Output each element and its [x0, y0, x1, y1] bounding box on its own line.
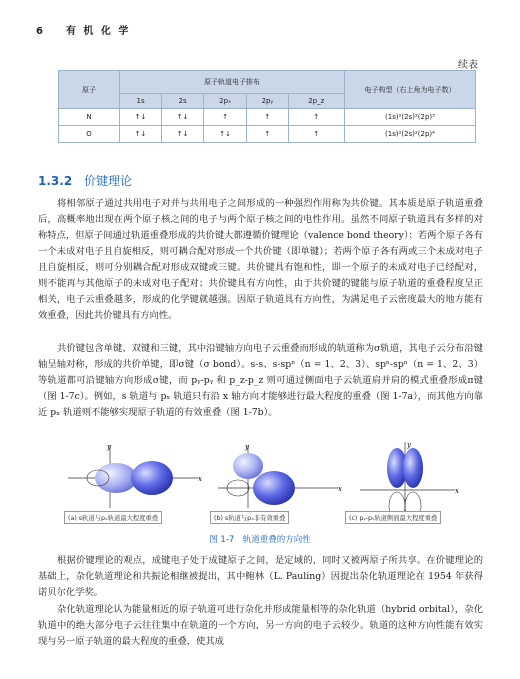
- panel-c-label: (c) pᵧ-pᵧ轨道侧面最大程度重叠: [345, 511, 441, 524]
- section-title: 价键理论: [84, 174, 133, 188]
- paragraph: 共价键包含单键、双键和三键，其中沿键轴方向电子云重叠而形成的轨道称为σ轨道，其电子云分布沿键轴呈轴对称，形成的共价单键，即σ键（σ bond）。s-s、s-spⁿ（n = 1、2、3）、spⁿ-spⁿ（n = 1、2、3）等轨道都可沿键轴方向形成σ键，而 pᵧ-pᵧ 和 p_z-p_z 则可通过侧面电子云轨道肩并肩的模式重叠形成π键（图 1-7c）。例如，s 轨道与 pₓ 轨道只有沿 x 轴方向才能够进行最大程度的重叠（图 1-7a），而其他方向靠近 pₓ 轨道则不能够实现原子轨道的有效重叠（图 1-7b）。: [38, 343, 483, 418]
- orbital-cell: ↑↓: [204, 126, 247, 143]
- orbital-cell: ↑: [288, 126, 344, 143]
- orbital-cell: ↑: [247, 109, 288, 126]
- book-title: 有 机 化 学: [65, 26, 131, 37]
- orbital-cell: ↑: [204, 109, 247, 126]
- section-heading: [38, 172, 132, 189]
- table-row: [59, 126, 476, 143]
- orbital-header: 2pᵧ: [247, 94, 288, 109]
- page-header: [36, 22, 130, 37]
- orbital-header: 1s: [120, 94, 162, 109]
- axis-x-label: x: [198, 475, 202, 483]
- config-cell: (1s)²(2s)²(2p)³: [345, 109, 476, 126]
- orbital-cell: ↑↓: [162, 126, 204, 143]
- panel-b-diagram: [218, 443, 342, 508]
- orbital-diagram: [60, 440, 480, 540]
- orbital-overlap-figure: [60, 440, 480, 540]
- orbital-header: 2s: [162, 94, 204, 109]
- paragraph: 杂化轨道理论认为能量相近的原子轨道可进行杂化并形成能量相等的杂化轨道（hybrid orbital），杂化轨道中的绝大部分电子云往往集中在轨道的一个方向，另一方向的电子云较少。轨道的这种方向性能有效实现与另一原子轨道的最大程度的重叠，使其成: [38, 604, 483, 647]
- s-orbital: [95, 463, 137, 493]
- orbital-cell: ↑↓: [120, 109, 162, 126]
- axis-y-label: y: [245, 443, 249, 451]
- py-lobe: [403, 448, 423, 488]
- table-continued-label: 续表: [458, 60, 478, 71]
- col-config-note: 电子构型（右上角为电子数）: [345, 71, 476, 109]
- px-lobe: [253, 471, 295, 505]
- orbital-cell: ↑: [247, 126, 288, 143]
- atom-cell: O: [59, 126, 120, 143]
- atom-cell: N: [59, 109, 120, 126]
- section-number: 1.3.2: [38, 174, 73, 188]
- figure-caption: 图 1-7 轨道重叠的方向性: [209, 535, 311, 545]
- panel-c-diagram: [360, 441, 459, 520]
- orbital-cell: ↑↓: [162, 109, 204, 126]
- orbital-header: 2pₓ: [204, 94, 247, 109]
- table-row: [59, 109, 476, 126]
- paragraph: 将相邻原子通过共用电子对并与共用电子之间形成的一种强烈作用称为共价键。其本质是原子轨道重叠后，高概率地出现在两个原子核之间的电子与两个原子核之间的电性作用。虽然不同原子轨道具有多样的对称特点，但原子间通过轨道重叠形成的共价键大都遵循价键理论（valence bond theory）：若两个原子各有一个未成对电子且自旋相反，则可耦合配对形成一个共价键（即单键）；若两个原子各有两或三个未成对电子且自旋相反，则可分别耦合配对形成双键或三键。共价键具有饱和性，即一个原子的未成对电子已经配对，则不能再与其他原子的未成对电子配对；共价键具有方向性，由于共价键的键能与原子轨道的重叠程度呈正相关，电子云重叠越多，形成的化学键就越强。因原子轨道具有方向性，为满足电子云密度最大的地方能有效重叠，因此共价键具有方向性。: [38, 198, 483, 321]
- page-number: 6: [36, 26, 45, 37]
- axis-x-label: x: [338, 485, 342, 493]
- panel-a-label: (a) s轨道与pₓ轨道最大程度重叠: [64, 511, 162, 524]
- col-atom: 原子: [59, 71, 120, 109]
- config-cell: (1s)²(2s)²(2p)⁴: [345, 126, 476, 143]
- s-orbital: [233, 453, 263, 479]
- orbital-cell: ↑: [288, 109, 344, 126]
- panel-a-diagram: [68, 443, 202, 508]
- orbital-table: [58, 70, 476, 143]
- orbital-cell: ↑↓: [120, 126, 162, 143]
- col-config-group: 原子轨道电子排布: [120, 71, 345, 94]
- panel-b-label: (b) s轨道与pₓ非有效重叠: [210, 511, 289, 524]
- px-lobe: [131, 461, 173, 495]
- orbital-header: 2p_z: [288, 94, 344, 109]
- axis-x-label: x: [455, 487, 459, 495]
- paragraph: 根据价键理论的观点，成键电子处于成键原子之间，是定域的，同时又被两原子所共享。在价键理论的基础上，杂化轨道理论和共振论相继被提出，其中鲍林（L. Pauling）因提出杂化轨道理论在 1954 年获得诺贝尔化学奖。: [38, 555, 483, 598]
- axis-y-label: y: [107, 443, 111, 451]
- axis-y-label: y: [407, 441, 411, 449]
